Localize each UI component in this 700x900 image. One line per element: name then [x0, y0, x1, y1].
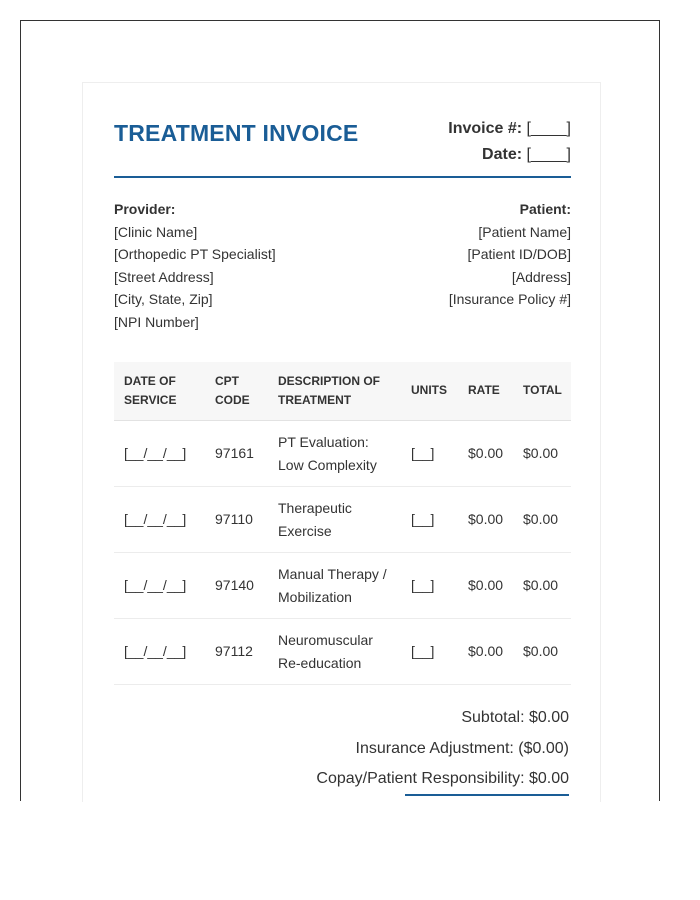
patient-id-dob: [Patient ID/DOB]: [467, 246, 571, 262]
header-cpt-line2: CODE: [215, 393, 250, 407]
invoice-number-value: [____]: [526, 120, 571, 137]
cell-units: [__]: [411, 445, 435, 461]
insurance-adjustment: Insurance Adjustment: ($0.00): [355, 739, 569, 757]
header-description: [278, 372, 398, 410]
provider-clinic-name: [Clinic Name]: [114, 223, 198, 240]
cell-desc-line1: Neuromuscular: [278, 632, 373, 648]
copay-patient-responsibility: Copay/Patient Responsibility: $0.00: [316, 770, 569, 787]
table-row: [114, 619, 571, 685]
cell-description: [278, 431, 398, 476]
cell-description: [278, 629, 398, 674]
invoice-date-value: [____]: [526, 146, 571, 163]
cell-units: [__]: [411, 577, 435, 593]
cell-cpt: 97112: [215, 643, 253, 659]
provider-city: [City, State, Zip]: [114, 291, 213, 307]
cell-description: [278, 563, 398, 608]
provider-street: [Street Address]: [114, 268, 214, 285]
header-total: TOTAL: [523, 383, 562, 397]
cell-rate: $0.00: [468, 643, 504, 659]
cell-total: $0.00: [523, 643, 559, 659]
invoice-number-label: Invoice #:: [448, 120, 523, 137]
provider-heading: Provider:: [114, 201, 176, 217]
cell-cpt: 97161: [215, 445, 254, 461]
header-cpt-line1: CPT: [215, 374, 239, 388]
invoice-card: [82, 82, 601, 802]
cell-cpt: 97110: [215, 511, 253, 527]
cell-desc-line2: Re-education: [278, 654, 362, 671]
totals-section: [316, 703, 569, 795]
provider-npi: [NPI Number]: [114, 313, 199, 330]
cell-date: [__/__/__]: [124, 643, 187, 659]
table-header: [114, 362, 571, 421]
provider-block: [114, 198, 276, 333]
cell-date: [__/__/__]: [124, 577, 187, 593]
cell-cpt: 97140: [215, 577, 254, 593]
cell-desc-line2: Low Complexity: [278, 456, 377, 473]
invoice-number-line: [448, 116, 571, 142]
cell-rate: $0.00: [468, 577, 504, 593]
cell-desc-line1: PT Evaluation:: [278, 434, 369, 450]
cell-date: [__/__/__]: [124, 511, 187, 527]
patient-heading: Patient:: [519, 201, 571, 217]
header-date-line1: DATE OF: [124, 374, 176, 388]
patient-address: [Address]: [511, 268, 571, 285]
header-cpt-code: [215, 372, 250, 410]
header-date-line2: SERVICE: [124, 393, 177, 407]
table-row: [114, 421, 571, 487]
cell-desc-line1: Therapeutic: [278, 500, 352, 516]
cell-total: $0.00: [523, 511, 559, 527]
treatment-table: [114, 362, 571, 685]
cell-rate: $0.00: [468, 445, 504, 461]
header-desc-line2: TREATMENT: [278, 393, 352, 407]
cell-units: [__]: [411, 511, 435, 527]
cell-date: [__/__/__]: [124, 445, 187, 461]
header-desc-line1: DESCRIPTION OF: [278, 374, 381, 388]
invoice-meta: [448, 116, 571, 168]
table-row: [114, 487, 571, 553]
table-row: [114, 553, 571, 619]
document-page: [20, 20, 660, 801]
cell-rate: $0.00: [468, 511, 504, 527]
provider-specialist: [Orthopedic PT Specialist]: [114, 246, 276, 262]
invoice-title: TREATMENT INVOICE: [114, 120, 359, 146]
cell-desc-line2: Exercise: [278, 522, 332, 539]
cell-desc-line2: Mobilization: [278, 588, 352, 605]
patient-block: [449, 198, 571, 311]
patient-name: [Patient Name]: [478, 223, 571, 240]
cell-total: $0.00: [523, 577, 559, 593]
cell-desc-line1: Manual Therapy /: [278, 566, 387, 582]
header-rate: RATE: [468, 383, 500, 397]
totals-divider: [405, 794, 569, 796]
subtotal: Subtotal: $0.00: [461, 709, 569, 726]
invoice-header: [114, 114, 571, 178]
header-date-of-service: [124, 372, 176, 410]
cell-total: $0.00: [523, 445, 559, 461]
cell-description: [278, 497, 398, 542]
patient-insurance-policy: [Insurance Policy #]: [448, 291, 571, 307]
invoice-date-label: Date:: [482, 146, 523, 163]
header-units: UNITS: [411, 383, 447, 397]
invoice-date-line: [448, 142, 571, 168]
cell-units: [__]: [411, 643, 435, 659]
